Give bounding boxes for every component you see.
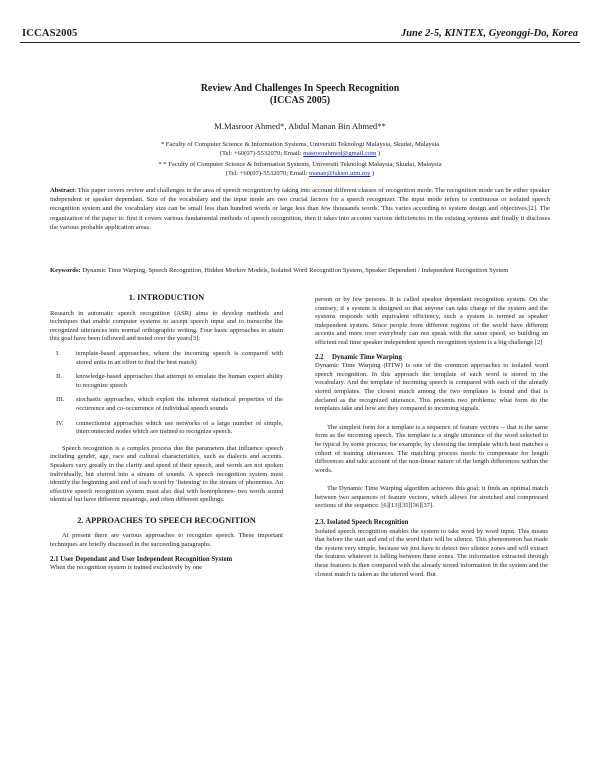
running-header [0,0,600,45]
approaches-list [50,350,283,437]
affiliation-2-tel: (Tel: +60(07)-5532070; Email: [225,170,310,178]
right-column [315,296,548,585]
approaches-intro-paragraph: At present there are various approaches to recognize speech. These important techniques are briefly discussed in the succeeding paragraphs. [50,532,283,549]
complexity-paragraph: Speech recognition is a complex process due the parameters that influence speech including gender, age, race and cultural characteristics, such as dialects and accents. Speakers vary greatly in the clarity and speed of their speech, and words are not spoken individually, but slurred into a stream of sounds. A speech recognition system must identify the beginning and end of each word by 'listening' to the stream of phonemes. An effective speech recognition system must also deal with homophones- two words sound identical but have different meanings, and often different spellings. [50,444,283,504]
affiliation-1-contact [0,149,600,158]
abstract [50,186,550,232]
keywords-label: Keywords: [50,267,81,274]
list-item [50,373,283,390]
affiliation-1-tel: (Tel: +60(07)-5532070; Email: [219,150,304,158]
affiliation-2 [0,160,600,178]
list-item [50,350,283,367]
intro-paragraph: Research in automatic speech recognition (ASR) aims to develop methods and techniques that enable computer systems to accept speech input and to transcribe the recognized utterances into normal orthographic writing. Four basic approaches to attain this goal have been followed and tested over the years[3]: [50,309,283,343]
header-conference: ICCAS2005 [22,28,78,39]
list-number: II. [56,373,62,381]
affiliation-1-close: ) [376,150,381,158]
user-dependant-paragraph: When the recognition system is trained exclusively by one [50,564,202,572]
authors: M.Masroor Ahmed*, Abdul Manan Bin Ahmed** [214,121,386,131]
affiliation-1-line: * Faculty of Computer Science & Information Systems, Universiti Teknologi Malaysia, Skudai, Malaysia [160,141,440,148]
affiliation-2-close: ) [370,170,375,178]
section-heading-approaches: 2. APPROACHES TO SPEECH RECOGNITION [77,515,256,525]
list-item [50,396,283,413]
affiliation-2-line: * * Faculty of Computer Science & Information Systems, Universiti Teknologi Malaysia, Skudai, Malaysia [158,161,442,168]
paper-title [0,83,600,107]
subsection-heading-2-1: 2.1 User Dependant and User Independent Recognition System [50,555,233,563]
dtw-algorithm-paragraph: The Dynamic Time Warping algorithm achieves this goal; it finds an optimal match between two sequences of feature vectors, which allows for stretched and compressed sections of the sequence. [6][13][35][36][37]. [315,485,548,510]
subsection-heading-2-3: 2.3. Isolated Speech Recognition [315,519,409,527]
speaker-independent-paragraph: person or by few persons. It is called speaker dependant recognition system. On the contrary, if a system is designed so that anyone can take charge of the system and the systems responds with equivalent efficiency, such a system is termed as speaker independent system. Since people from different regions of the world have different accents and more over everybody can not speak with the same speed, so building an efficient real time speaker independent speech recognition system is a big challenge [2] [315,296,548,346]
abstract-text: : This paper covers review and challenges in the area of speech recognition by taking into account different classes of recognition mode. The recognition mode can be either speaker independent or speaker dependant. Size of the vocabulary and the input mode are two crucial factors for a speech recognizer. The input mode refers to continuous or isolated speech recognition system and the vocabulary size can be small less than hundred words or large less than few thousands words. This varies according to system design and objectives.[2]. The organization of the paper is: first it covers various fundamental methods of speech recognition, then it takes into account various deficiencies in the existing systems and finally it discloses the various probable application areas. [50,187,550,231]
list-text: template-based approaches, where the incoming speech is compared with stored units in an effort to find the best match) [76,349,283,366]
list-text: stochastic approaches, which exploit the inherent statistical properties of the occurrence and co-occurrence of individual speech sounds [76,396,283,412]
abstract-label: Abstract [50,187,75,194]
section-heading-introduction: 1. INTRODUCTION [128,293,205,302]
list-item [50,420,283,437]
header-date-location: June 2-5, KINTEX, Gyeonggi-Do, Korea [400,28,578,39]
list-number: I. [56,349,60,357]
keywords-text: Dynamic Time Warping, Speech Recognition, Hidden Morkov Models, Isolated Word Recognition System, Speaker Dependent / Independent Recognition System [80,267,509,274]
affiliation-2-contact [0,169,600,178]
title-line-1: Review And Challenges In Speech Recognition [200,83,400,94]
email-link-2[interactable]: manan@fsksm.utm.my [309,170,371,178]
subsection-heading-2-2: 2.2 Dynamic Time Warping [315,353,402,361]
email-link-1[interactable]: masroorahmed@gmail.com [303,150,377,158]
header-rule [20,42,580,43]
list-number: III. [56,396,65,404]
template-paragraph: The simplest form for a template is a sequence of feature vectors -- that is the same form as the incoming speech. The template is a single utterance of the word selected to be typical by some process; for example, by choosing the template which best matches a cohort of training utterances. The matching process needs to compensate for length differences and take account of the non-linear nature of the length differences within the words. [315,423,548,474]
isolated-speech-paragraph: Isolated speech recognition enables the system to take word by word input. This means that before the start and end of the word their will be silence. This phenomenon has made the system very simple, because we just have to detect two silence zones and will extract the features whatever is falling between these zones. The information extracted through these features is then compared with the already stored information in the system and the closest match is taken as the uttered word. But [315,527,548,578]
keywords [50,266,550,275]
dtw-paragraph: Dynamic Time Warping (DTW) is one of the common approaches to isolated word speech recognition. In this approach the template of each word is stored in the vocabulary. And the template of incoming speech is compared with each of the already stored templates. The closest match among the two templates is found and that is declared as the recognized utterance. This presents two problems: what form do the templates take and how are they compared to incoming signals. [315,362,548,413]
affiliation-1 [0,140,600,158]
list-text: knowledge-based approaches that attempt to emulate the human expert ability to recognize speech [76,373,283,389]
left-column [50,294,283,579]
list-number: IV. [56,419,64,427]
title-line-2: (ICCAS 2005) [269,95,331,106]
list-text: connectionist approaches which use networks of a large number of simple, interconnected nodes which are trained to recognize speech. [76,419,283,436]
